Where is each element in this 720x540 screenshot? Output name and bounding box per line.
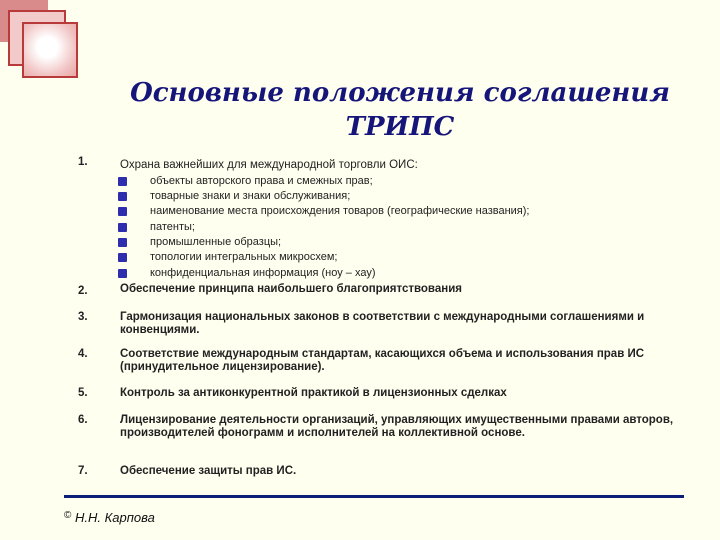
footer-rule: [64, 495, 684, 498]
item-number: 6.: [78, 414, 88, 426]
item-text: Обеспечение принципа наибольшего благоприятствования: [120, 283, 462, 295]
item-text: Соответствие международным стандартам, касающихся объема и использования прав ИС (принудительное лицензирование).: [120, 348, 645, 373]
item-number: 3.: [78, 311, 88, 323]
item-number: 1.: [78, 156, 88, 168]
square-bullet-icon: [118, 269, 127, 278]
item-number: 2.: [78, 285, 88, 297]
slide-title-line1: Основные положения соглашения: [130, 78, 670, 108]
sub-item: объекты авторского права и смежных прав;: [150, 175, 373, 187]
item-text: Охрана важнейших для международной торговли ОИС:: [120, 159, 418, 171]
item-number: 7.: [78, 465, 88, 477]
sub-item: промышленные образцы;: [150, 236, 282, 248]
sub-item: топологии интегральных микросхем;: [150, 251, 338, 263]
sub-item: патенты;: [150, 221, 195, 233]
item-text: Лицензирование деятельности организаций, управляющих имущественными правами авторов, производителей фонограмм и исполнителей на коллективной основе.: [120, 414, 674, 439]
sub-item: наименование места происхождения товаров (географические названия);: [150, 205, 530, 217]
square-bullet-icon: [118, 177, 127, 186]
square-bullet-icon: [118, 238, 127, 247]
square-bullet-icon: [118, 192, 127, 201]
footer-author: [64, 510, 155, 525]
item-text: Обеспечение защиты прав ИС.: [120, 465, 297, 477]
sub-item: товарные знаки и знаки обслуживания;: [150, 190, 351, 202]
sub-item: конфиденциальная информация (ноу – хау): [150, 267, 376, 279]
author-name: Н.Н. Карпова: [75, 510, 155, 525]
square-bullet-icon: [118, 223, 127, 232]
square-bullet-icon: [118, 207, 127, 216]
item-number: 5.: [78, 387, 88, 399]
item-text: Контроль за антиконкурентной практикой в лицензионных сделках: [120, 387, 507, 399]
item-text: Гармонизация национальных законов в соответствии с международными соглашениями и конвенциями.: [120, 311, 645, 336]
slide-title-line2: ТРИПС: [345, 112, 455, 142]
square-bullet-icon: [118, 253, 127, 262]
item-number: 4.: [78, 348, 88, 360]
copyright-icon: ©: [64, 510, 72, 521]
